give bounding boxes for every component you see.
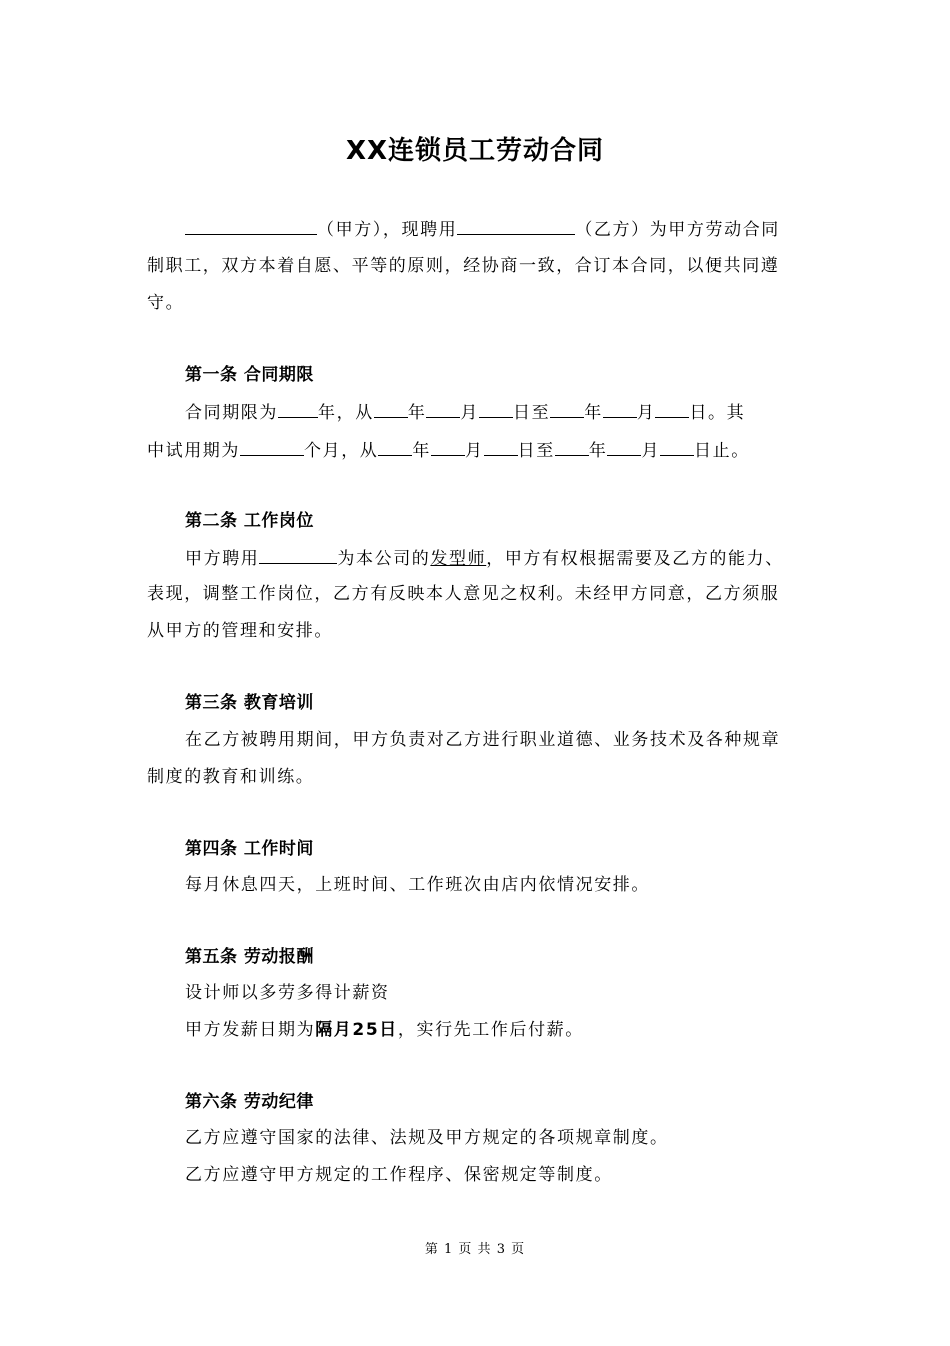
section-2-line-2: 表现，调整工作岗位，乙方有反映本人意见之权利。未经甲方同意，乙方须服 [147, 584, 780, 604]
blank [479, 399, 513, 418]
blank [655, 399, 689, 418]
position-value: 发型师 [430, 549, 487, 569]
blank [550, 399, 584, 418]
payday-value: 隔月25日 [315, 1020, 398, 1040]
section-1-line-1: 合同期限为 年，从 年 月 日至 年 月 日。其 [185, 399, 745, 425]
section-6-line-1: 乙方应遵守国家的法律、法规及甲方规定的各项规章制度。 [185, 1128, 669, 1148]
section-5-line-2: 甲方发薪日期为隔月25日，实行先工作后付薪。 [185, 1020, 584, 1040]
blank [374, 399, 408, 418]
section-4-line-1: 每月休息四天，上班时间、工作班次由店内依情况安排。 [185, 875, 650, 895]
section-3-heading: 第三条 教育培训 [185, 693, 314, 713]
section-1-line-2: 中试用期为 个月，从 年 月 日至 年 月 日止。 [147, 437, 750, 463]
intro-line-3: 守。 [147, 293, 185, 313]
blank [603, 399, 637, 418]
section-2-line-1: 甲方聘用 为本公司的发型师，甲方有权根据需要及乙方的能力、 [185, 545, 784, 571]
section-5-heading: 第五条 劳动报酬 [185, 947, 314, 967]
blank [431, 437, 465, 456]
document-title: XX连锁员工劳动合同 [345, 136, 605, 166]
blank [378, 437, 412, 456]
intro-line-1: （甲方），现聘用 （乙方）为甲方劳动合同 [185, 216, 780, 242]
section-1-heading: 第一条 合同期限 [185, 365, 314, 385]
probation-months-blank [240, 437, 304, 456]
party-b-blank [457, 216, 575, 235]
section-2-line-3: 从甲方的管理和安排。 [147, 621, 333, 641]
employee-name-blank [259, 545, 337, 564]
section-5-line-1: 设计师以多劳多得计薪资 [185, 983, 390, 1003]
party-a-blank [185, 216, 317, 235]
term-years-blank [278, 399, 318, 418]
blank [426, 399, 460, 418]
section-6-line-2: 乙方应遵守甲方规定的工作程序、保密规定等制度。 [185, 1165, 613, 1185]
blank [660, 437, 694, 456]
intro-line-2: 制职工，双方本着自愿、平等的原则，经协商一致，合订本合同，以便共同遵 [147, 256, 780, 276]
blank [607, 437, 641, 456]
section-2-heading: 第二条 工作岗位 [185, 511, 314, 531]
section-4-heading: 第四条 工作时间 [185, 839, 314, 859]
blank [484, 437, 518, 456]
section-3-line-2: 制度的教育和训练。 [147, 767, 315, 787]
page-footer: 第 1 页 共 3 页 [424, 1242, 526, 1257]
blank [555, 437, 589, 456]
section-6-heading: 第六条 劳动纪律 [185, 1092, 314, 1112]
section-3-line-1: 在乙方被聘用期间，甲方负责对乙方进行职业道德、业务技术及各种规章 [185, 730, 781, 750]
